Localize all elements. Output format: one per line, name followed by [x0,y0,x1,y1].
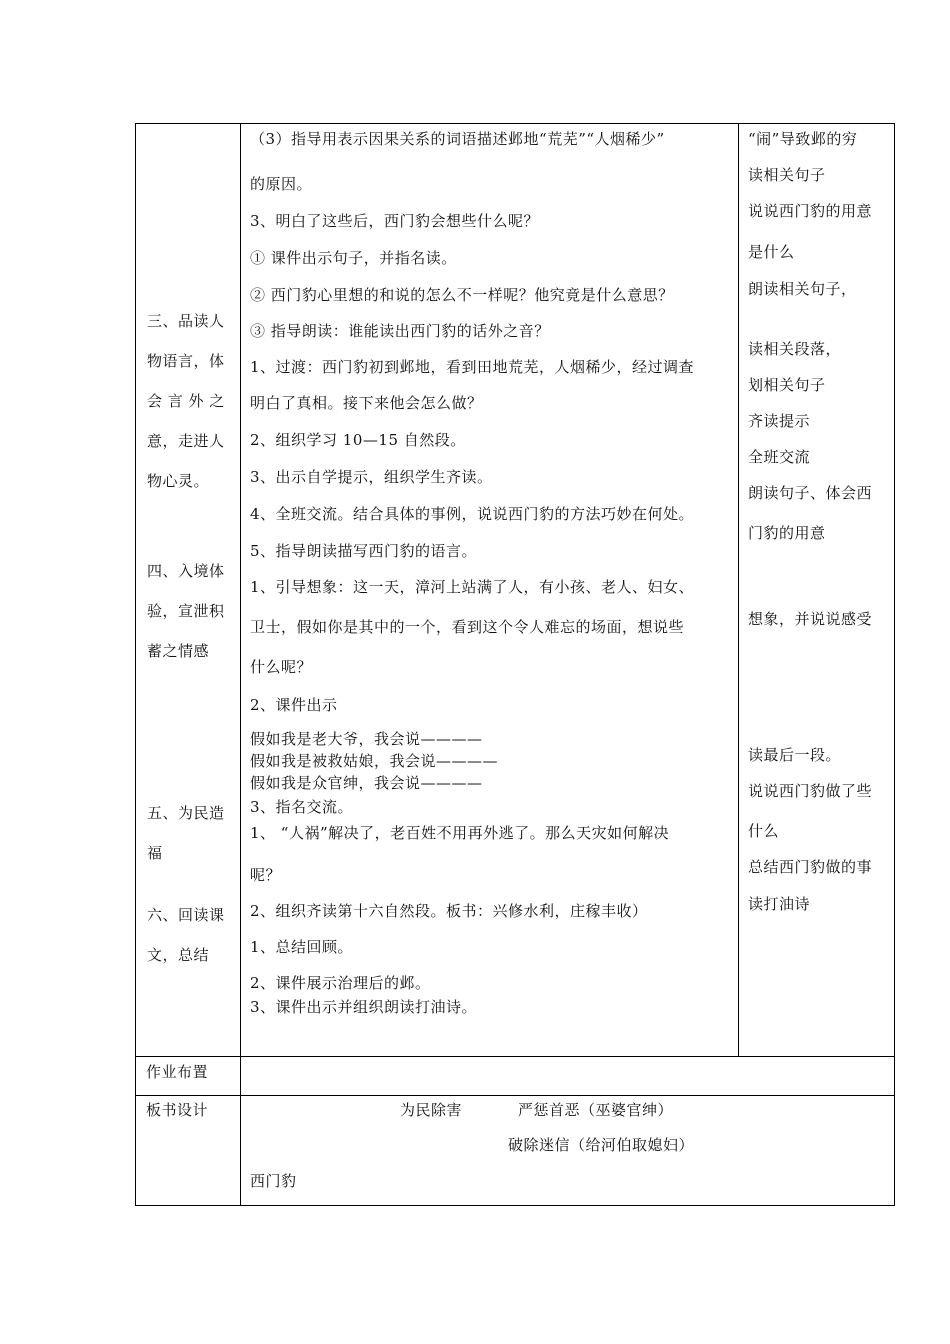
stage-line: 福 [147,844,163,862]
student-line: 门豹的用意 [748,524,826,542]
activity-line: 假如我是老大爷，我会说———— [250,730,483,748]
board-sub-point: 破除迷信（给河伯取媳妇） [508,1136,695,1154]
activity-line: 4、全班交流。结合具体的事例，说说西门豹的方法巧妙在何处。 [250,505,695,523]
student-line: 齐读提示 [748,412,811,430]
activity-line: 3、课件出示并组织朗读打油诗。 [250,998,478,1016]
activity-line: 2、课件展示治理后的邺。 [250,974,431,992]
activity-line: 假如我是众官绅，我会说———— [250,774,483,792]
activity-line: 5、指导朗读描写西门豹的语言。 [250,542,478,560]
activity-line: 3、出示自学提示，组织学生齐读。 [250,468,493,486]
student-line: 说说西门豹的用意 [748,202,873,220]
student-line: 朗读相关句子， [748,280,857,298]
activity-line: 什么呢？ [250,658,313,676]
activity-line: 呢？ [250,866,282,884]
activity-line: 1、总结回顾。 [250,938,354,956]
row-divider-homework [135,1056,895,1057]
student-line: “闹”导致邺的穷 [748,130,858,148]
activity-line: ① 课件出示句子，并指名读。 [250,249,457,267]
stage-line: 会 言 外 之 [147,392,225,410]
student-line: 朗读句子、体会西 [748,484,873,502]
stage-line: 物心灵。 [147,472,210,490]
stage-line: 意，走进人 [147,432,225,450]
board-sub-point: 严惩首恶（巫婆官绅） [518,1101,674,1119]
activity-line: 3、明白了这些后，西门豹会想些什么呢？ [250,212,540,230]
stage-line: 五、为民造 [147,804,225,822]
stage-line: 蓄之情感 [147,642,210,660]
stage-line: 物语言，体 [147,352,225,370]
activity-line: 明白了真相。接下来他会怎么做？ [250,394,483,412]
student-line: 读相关段落， [748,340,842,358]
student-line: 什么 [748,822,780,840]
activity-line: 3、指名交流。 [250,798,354,816]
column-divider-left [240,123,241,1206]
student-line: 总结西门豹做的事 [748,858,873,876]
column-divider-right [738,123,739,1056]
student-line: 全班交流 [748,448,811,466]
activity-line: ③ 指导朗读：谁能读出西门豹的话外之音？ [250,322,550,340]
activity-line: 的原因。 [250,175,313,193]
student-line: 读最后一段。 [748,746,842,764]
stage-line: 文，总结 [147,946,210,964]
activity-line: 假如我是被救姑娘，我会说———— [250,752,499,770]
student-line: 想象，并说说感受 [748,610,873,628]
stage-line: 六、回读课 [147,906,225,924]
activity-line: 2、组织学习 10—15 自然段。 [250,431,466,449]
board-label: 板书设计 [146,1101,209,1119]
activity-line: 1、引导想象：这一天，漳河上站满了人，有小孩、老人、妇女、 [250,578,695,596]
stage-line: 验，宣泄积 [147,602,225,620]
board-name: 西门豹 [250,1172,297,1190]
student-line: 读相关句子 [748,166,826,184]
row-divider-board [135,1095,895,1096]
activity-line: 1、 “人祸”解决了，老百姓不用再外逃了。那么天灾如何解决 [250,824,670,842]
student-line: 读打油诗 [748,895,811,913]
activity-line: 2、课件出示 [250,696,338,714]
activity-line: 卫士，假如你是其中的一个，看到这个令人难忘的场面，想说些 [250,618,685,636]
student-line: 是什么 [748,243,795,261]
student-line: 说说西门豹做了些 [748,782,873,800]
board-main-point: 为民除害 [400,1101,463,1119]
activity-line: 2、组织齐读第十六自然段。板书：兴修水利，庄稼丰收） [250,902,648,920]
homework-label: 作业布置 [146,1063,209,1081]
activity-line: （3）指导用表示因果关系的词语描述邺地“荒芜”“人烟稀少” [250,130,665,148]
stage-line: 四、入境体 [147,562,225,580]
stage-line: 三、品读人 [147,312,225,330]
activity-line: ② 西门豹心里想的和说的怎么不一样呢？他究竟是什么意思？ [250,286,674,304]
student-line: 划相关句子 [748,376,826,394]
activity-line: 1、过渡：西门豹初到邺地，看到田地荒芜，人烟稀少，经过调查 [250,358,695,376]
